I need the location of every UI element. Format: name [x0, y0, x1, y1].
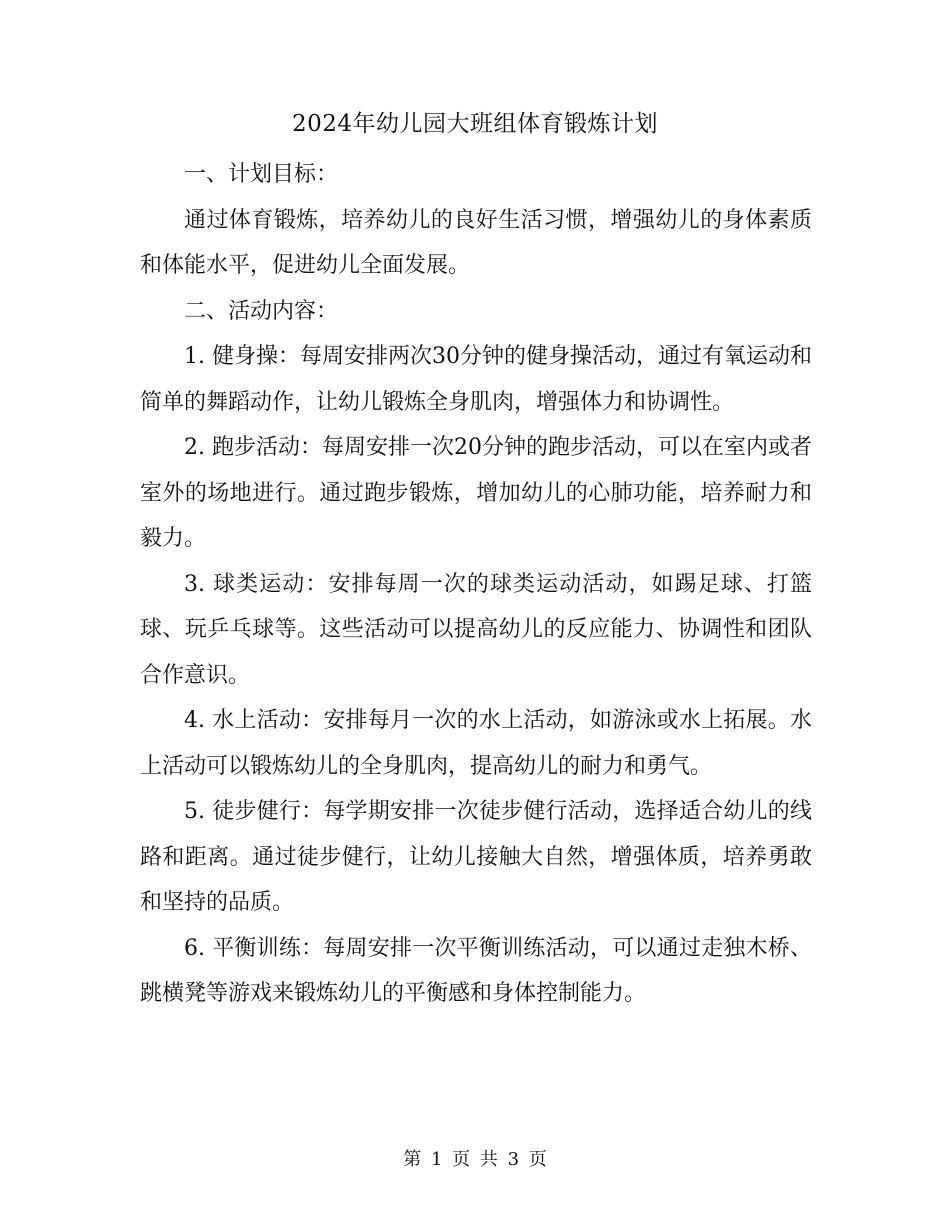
- goals-paragraph: 通过体育锻炼，培养幼儿的良好生活习惯，增强幼儿的身体素质和体能水平，促进幼儿全面发展。: [140, 207, 812, 278]
- activity-item-water: 4. 水上活动：安排每月一次的水上活动，如游泳或水上拓展。水上活动可以锻炼幼儿的全身肌肉，提高幼儿的耐力和勇气。: [140, 708, 812, 779]
- page-footer: 第 1 页 共 3 页: [403, 1149, 547, 1170]
- section-heading-activities: 二、活动内容：: [184, 298, 339, 324]
- document-title: 2024年幼儿园大班组体育锻炼计划: [291, 111, 659, 137]
- activity-item-running: 2. 跑步活动：每周安排一次20分钟的跑步活动，可以在室内或者室外的场地进行。通过跑步锻炼，增加幼儿的心肺功能，培养耐力和毅力。: [140, 435, 812, 551]
- activity-item-ball-sports: 3. 球类运动：安排每周一次的球类运动活动，如踢足球、打篮球、玩乒乓球等。这些活动可以提高幼儿的反应能力、协调性和团队合作意识。: [140, 571, 812, 688]
- section-heading-goals: 一、计划目标：: [184, 162, 339, 187]
- activity-item-aerobics: 1. 健身操：每周安排两次30分钟的健身操活动，通过有氧运动和简单的舞蹈动作，让幼儿锻炼全身肌肉，增强体力和协调性。: [140, 344, 812, 415]
- activity-item-balance: 6. 平衡训练：每周安排一次平衡训练活动，可以通过走独木桥、跳横凳等游戏来锻炼幼儿的平衡感和身体控制能力。: [140, 935, 812, 1006]
- activity-item-hiking: 5. 徒步健行：每学期安排一次徒步健行活动，选择适合幼儿的线路和距离。通过徒步健行，让幼儿接触大自然，增强体质，培养勇敢和坚持的品质。: [140, 799, 812, 915]
- document-body: [140, 152, 812, 1017]
